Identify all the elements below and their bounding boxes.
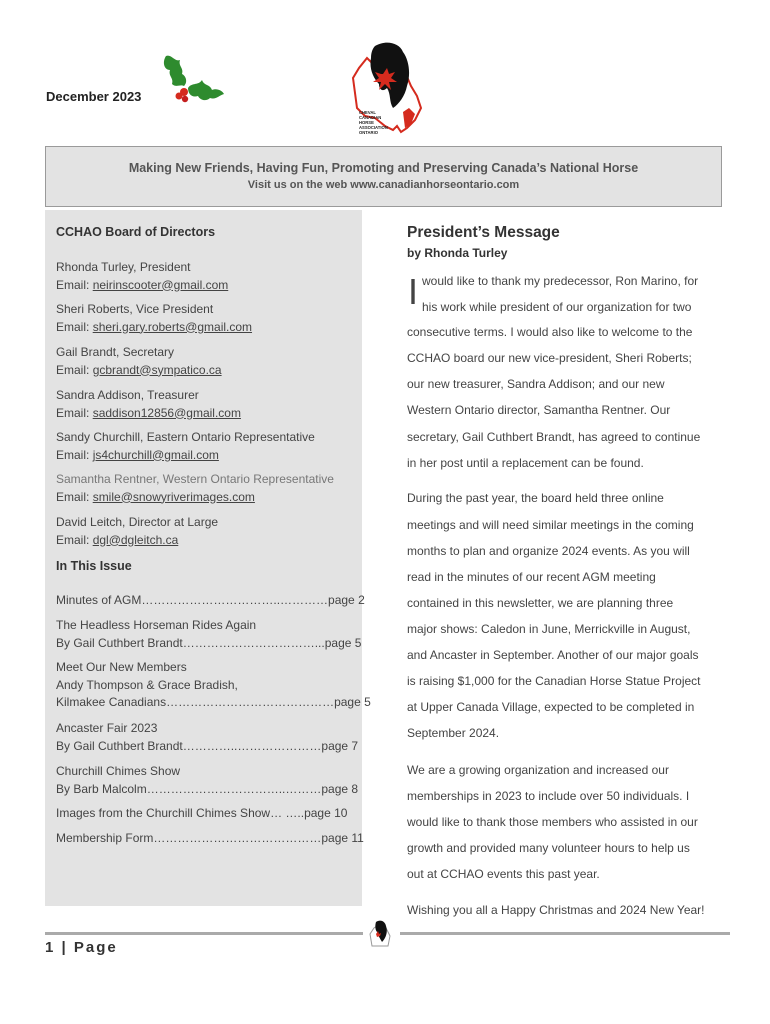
board-heading: CCHAO Board of Directors bbox=[56, 225, 216, 239]
cchao-logo bbox=[345, 38, 425, 138]
director-entry bbox=[56, 344, 222, 379]
body-line: months to plan and organize 2024 events. As you will bbox=[407, 544, 690, 558]
body-line: September 2024. bbox=[407, 726, 500, 740]
director-name: Sheri Roberts, Vice President bbox=[56, 302, 214, 316]
body-line: We are a growing organization and increased our bbox=[407, 763, 669, 777]
email-label: Email: bbox=[56, 532, 93, 547]
body-line: our new treasurer, Sandra Addison; and our new bbox=[407, 377, 665, 391]
toc-line: Meet Our New Members bbox=[56, 660, 187, 674]
email-label: Email: bbox=[56, 447, 93, 462]
article-byline: by Rhonda Turley bbox=[407, 246, 508, 260]
body-line: at Upper Canada Village, expected to be completed in bbox=[407, 700, 695, 714]
toc-item[interactable] bbox=[56, 763, 359, 798]
director-entry bbox=[56, 259, 228, 294]
toc-line: By Barb Malcolm……………………………..………page 8 bbox=[56, 781, 359, 796]
article-title: President’s Message bbox=[407, 224, 560, 241]
sidebar bbox=[45, 210, 371, 906]
toc-line: By Gail Cuthbert Brandt…………..…………………page 7 bbox=[56, 738, 359, 753]
closing-line: Wishing you all a Happy Christmas and 2024 New Year! bbox=[407, 903, 705, 917]
email-link[interactable]: gcbrandt@sympatico.ca bbox=[92, 362, 222, 377]
director-name: Sandy Churchill, Eastern Ontario Representative bbox=[56, 430, 315, 444]
logo-line-2: CANADIAN bbox=[359, 115, 382, 120]
email-link[interactable]: saddison12856@gmail.com bbox=[92, 405, 241, 420]
director-entry bbox=[56, 429, 315, 464]
toc-item[interactable] bbox=[56, 659, 371, 712]
toc-line: Andy Thompson & Grace Bradish, bbox=[56, 677, 238, 692]
body-line: growth and provided many volunteer hours to help us bbox=[407, 841, 690, 855]
logo-line-4: ASSOCIATION bbox=[359, 125, 388, 130]
body-line: his work while president of our organization for two bbox=[422, 300, 692, 314]
body-line: and Ancaster in September. Another of our major goals bbox=[407, 648, 699, 662]
toc-line: Minutes of AGM……………………………..…………page 2 bbox=[56, 593, 365, 607]
body-line: secretary, Gail Cuthbert Brandt, has agreed to continue bbox=[407, 430, 701, 444]
body-line: meetings and will need similar meetings in the coming bbox=[407, 518, 694, 532]
body-line: CCHAO board our new vice-president, Sheri Roberts; bbox=[407, 351, 692, 365]
email-label: Email: bbox=[56, 277, 93, 292]
tagline: Making New Friends, Having Fun, Promoting and Preserving Canada’s National Horse bbox=[128, 161, 639, 175]
toc-line: Kilmakee Canadians……………………………………page 5 bbox=[56, 695, 371, 709]
email-link[interactable]: neirinscooter@gmail.com bbox=[92, 277, 229, 292]
body-line: contained in this newsletter, we are planning three bbox=[407, 596, 674, 610]
email-label: Email: bbox=[56, 489, 93, 504]
toc-item[interactable] bbox=[56, 592, 365, 610]
email-label: Email: bbox=[56, 405, 93, 420]
tagline-banner bbox=[45, 146, 722, 207]
director-entry bbox=[56, 387, 241, 422]
toc-line: By Gail Cuthbert Brandt……………………………...page 5 bbox=[56, 635, 362, 650]
email-label: Email: bbox=[56, 362, 93, 377]
toc-item[interactable] bbox=[56, 617, 362, 652]
email-link[interactable]: js4churchill@gmail.com bbox=[92, 447, 219, 462]
footer-rule-right bbox=[400, 932, 730, 935]
website-line: Visit us on the web www.canadianhorseontario.com bbox=[247, 179, 520, 191]
footer-logo-icon bbox=[366, 918, 394, 950]
body-line: memberships in 2023 to include over 50 individuals. I bbox=[407, 789, 690, 803]
toc-line: Churchill Chimes Show bbox=[56, 764, 181, 778]
email-link[interactable]: dgl@dgleitch.ca bbox=[92, 532, 179, 547]
body-line: is raising $1,000 for the Canadian Horse Statue Project bbox=[407, 674, 701, 688]
toc-line: The Headless Horseman Rides Again bbox=[56, 618, 257, 632]
body-line: would like to thank my predecessor, Ron Marino, for bbox=[422, 274, 699, 288]
director-entry bbox=[56, 301, 252, 336]
body-line: Western Ontario director, Samantha Rentner. Our bbox=[407, 403, 671, 417]
toc-item[interactable] bbox=[56, 805, 353, 823]
director-entry bbox=[56, 514, 218, 549]
holly-icon bbox=[158, 52, 228, 104]
page-number-value: 1 bbox=[45, 939, 56, 956]
body-line: read in the minutes of our recent AGM meeting bbox=[407, 570, 656, 584]
director-entry bbox=[56, 471, 334, 506]
director-name: Samantha Rentner, Western Ontario Representative bbox=[56, 472, 334, 486]
logo-line-3: HORSE bbox=[359, 120, 374, 125]
body-line: major shows: Caledon in June, Merrickville in August, bbox=[407, 622, 691, 636]
director-name: Sandra Addison, Treasurer bbox=[56, 388, 199, 402]
toc-line: Membership Form……………………………………page 11 bbox=[56, 831, 364, 845]
body-line: would like to thank those members who assisted in our bbox=[407, 815, 698, 829]
body-line: out at CCHAO events this past year. bbox=[407, 867, 600, 881]
toc-line: Images from the Churchill Chimes Show… …..page 10 bbox=[56, 806, 348, 820]
email-link[interactable]: sheri.gary.roberts@gmail.com bbox=[92, 319, 253, 334]
director-name: Gail Brandt, Secretary bbox=[56, 345, 175, 359]
footer-rule-left bbox=[45, 932, 363, 935]
director-name: Rhonda Turley, President bbox=[56, 260, 191, 274]
body-line: in her post until a replacement can be found. bbox=[407, 456, 644, 470]
logo-line-1: CHEVAL bbox=[359, 110, 376, 115]
body-line: consecutive terms. I would also like to welcome to the bbox=[407, 325, 693, 339]
page-label: | Page bbox=[55, 939, 118, 956]
email-link[interactable]: smile@snowyriverimages.com bbox=[92, 489, 255, 504]
drop-cap: I bbox=[408, 271, 419, 312]
toc-line: Ancaster Fair 2023 bbox=[56, 721, 158, 735]
logo-line-5: ONTARIO bbox=[359, 130, 378, 135]
issue-date: December 2023 bbox=[46, 89, 142, 104]
director-name: David Leitch, Director at Large bbox=[56, 515, 219, 529]
page-number bbox=[45, 939, 118, 956]
body-line: During the past year, the board held three online bbox=[407, 491, 664, 505]
issue-heading: In This Issue bbox=[56, 559, 132, 573]
email-label: Email: bbox=[56, 319, 93, 334]
toc-item[interactable] bbox=[56, 830, 364, 848]
toc-item[interactable] bbox=[56, 720, 359, 755]
